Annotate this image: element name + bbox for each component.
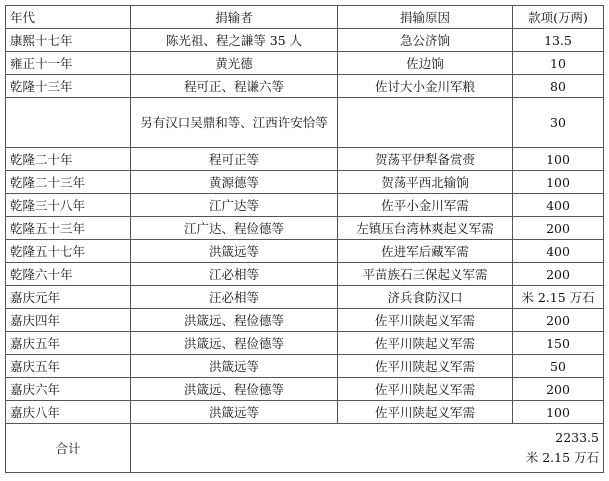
header-amount: 款项(万两) <box>513 6 604 29</box>
cell-donor: 洪箴远、程俭德等 <box>131 332 338 355</box>
cell-reason: 左镇压台湾林爽起义军需 <box>338 217 513 240</box>
cell-reason: 佐平川陕起义军需 <box>338 309 513 332</box>
table-row <box>6 217 604 240</box>
total-amount-silver: 2233.5 <box>555 430 599 445</box>
cell-era: 康熙十七年 <box>6 29 131 52</box>
cell-amount: 100 <box>513 171 604 194</box>
cell-amount: 150 <box>513 332 604 355</box>
cell-era: 乾隆二十三年 <box>6 171 131 194</box>
cell-amount: 30 <box>513 98 604 148</box>
cell-reason <box>338 98 513 148</box>
table-row <box>6 194 604 217</box>
cell-reason: 贺荡平西北输饷 <box>338 171 513 194</box>
total-amount <box>131 424 604 473</box>
cell-era: 嘉庆六年 <box>6 378 131 401</box>
cell-donor: 陈光祖、程之謙等 35 人 <box>131 29 338 52</box>
cell-reason: 佐平小金川军需 <box>338 194 513 217</box>
cell-amount: 400 <box>513 240 604 263</box>
cell-reason: 平苗族石三保起义军需 <box>338 263 513 286</box>
cell-donor: 黄光德 <box>131 52 338 75</box>
table-row <box>6 332 604 355</box>
cell-amount: 100 <box>513 148 604 171</box>
table-row <box>6 240 604 263</box>
cell-donor: 洪箴远、程俭德等 <box>131 309 338 332</box>
cell-donor: 洪箴远等 <box>131 240 338 263</box>
table-row <box>6 401 604 424</box>
cell-amount: 100 <box>513 401 604 424</box>
cell-era: 嘉庆五年 <box>6 355 131 378</box>
cell-donor: 洪箴远、程俭德等 <box>131 378 338 401</box>
table-row <box>6 355 604 378</box>
cell-amount: 200 <box>513 378 604 401</box>
cell-donor: 江广达等 <box>131 194 338 217</box>
cell-amount: 80 <box>513 75 604 98</box>
table-row <box>6 263 604 286</box>
table-row <box>6 148 604 171</box>
cell-reason: 佐平川陕起义军需 <box>338 332 513 355</box>
total-row <box>6 424 604 473</box>
cell-era: 乾隆二十年 <box>6 148 131 171</box>
table-row <box>6 98 604 148</box>
cell-reason: 贺荡平伊犁备赏赍 <box>338 148 513 171</box>
table-row <box>6 378 604 401</box>
table-row <box>6 52 604 75</box>
cell-amount: 200 <box>513 217 604 240</box>
cell-donor: 程可正、程谦六等 <box>131 75 338 98</box>
table-row <box>6 75 604 98</box>
cell-donor: 汪必相等 <box>131 286 338 309</box>
cell-donor: 江必相等 <box>131 263 338 286</box>
cell-reason: 佐平川陕起义军需 <box>338 401 513 424</box>
cell-era: 嘉庆四年 <box>6 309 131 332</box>
header-row <box>6 6 604 29</box>
cell-amount: 10 <box>513 52 604 75</box>
cell-reason: 佐进军后藏军需 <box>338 240 513 263</box>
cell-amount: 50 <box>513 355 604 378</box>
cell-era: 乾隆六十年 <box>6 263 131 286</box>
cell-donor: 程可正等 <box>131 148 338 171</box>
donation-table <box>5 5 604 473</box>
header-donor: 捐输者 <box>131 6 338 29</box>
cell-reason: 佐平川陕起义军需 <box>338 378 513 401</box>
cell-era: 嘉庆八年 <box>6 401 131 424</box>
cell-era <box>6 98 131 148</box>
cell-donor: 黄源德等 <box>131 171 338 194</box>
cell-donor: 洪箴远等 <box>131 355 338 378</box>
cell-reason: 佐边饷 <box>338 52 513 75</box>
total-label: 合计 <box>6 424 131 473</box>
cell-amount: 米 2.15 万石 <box>513 286 604 309</box>
cell-amount: 200 <box>513 263 604 286</box>
table-row <box>6 286 604 309</box>
cell-reason: 济兵食防汉口 <box>338 286 513 309</box>
cell-reason: 急公济饷 <box>338 29 513 52</box>
cell-era: 乾隆五十三年 <box>6 217 131 240</box>
total-amount-rice: 米 2.15 万石 <box>525 450 599 465</box>
cell-era: 嘉庆五年 <box>6 332 131 355</box>
cell-reason: 佐平川陕起义军需 <box>338 355 513 378</box>
cell-era: 乾隆十三年 <box>6 75 131 98</box>
cell-reason: 佐讨大小金川军粮 <box>338 75 513 98</box>
table-row <box>6 29 604 52</box>
cell-amount: 400 <box>513 194 604 217</box>
cell-amount: 200 <box>513 309 604 332</box>
table-row <box>6 309 604 332</box>
cell-era: 乾隆五十七年 <box>6 240 131 263</box>
header-reason: 捐输原因 <box>338 6 513 29</box>
cell-era: 雍正十一年 <box>6 52 131 75</box>
cell-donor: 江广达、程俭德等 <box>131 217 338 240</box>
cell-era: 嘉庆元年 <box>6 286 131 309</box>
header-era: 年代 <box>6 6 131 29</box>
cell-amount: 13.5 <box>513 29 604 52</box>
cell-donor: 洪箴远等 <box>131 401 338 424</box>
cell-era: 乾隆三十八年 <box>6 194 131 217</box>
cell-donor: 另有汉口吴鼎和等、江西许安恰等 <box>131 98 338 148</box>
table-row <box>6 171 604 194</box>
